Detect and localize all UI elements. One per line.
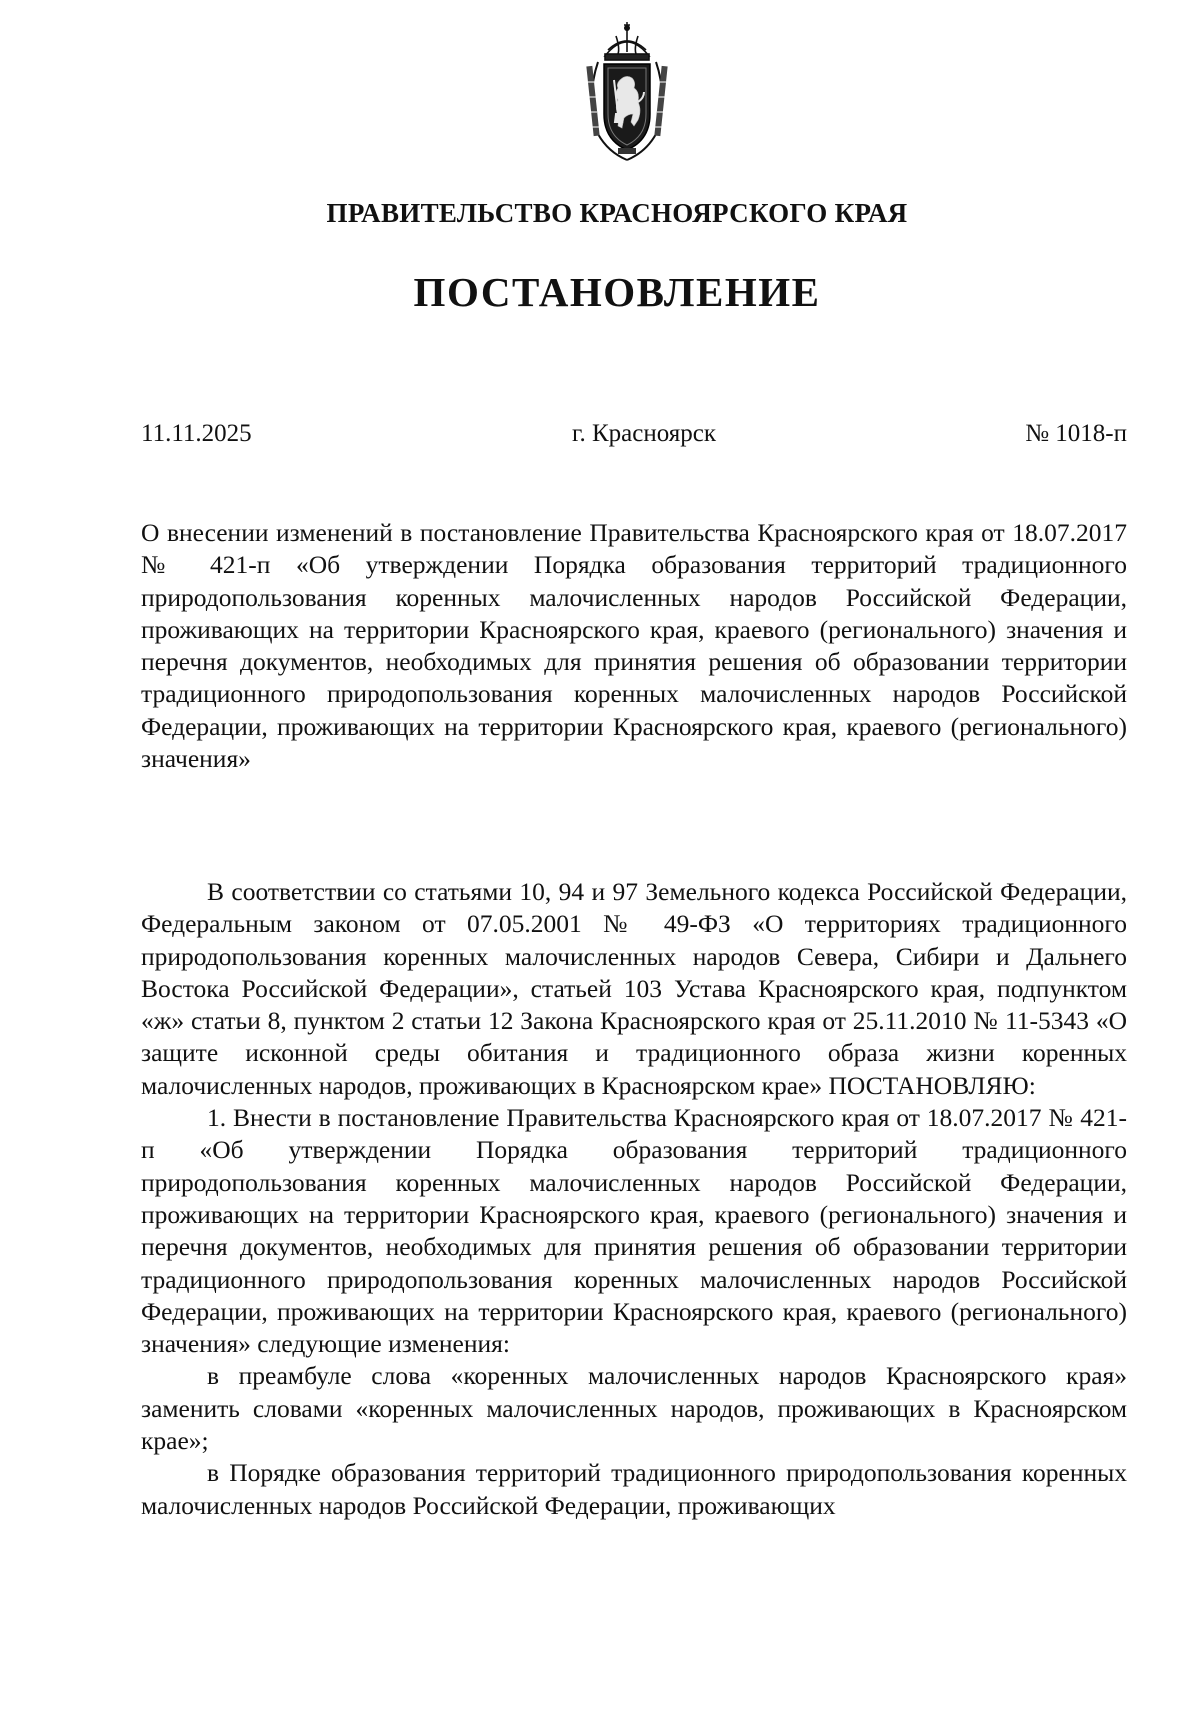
change-1-paragraph: в преамбуле слова «коренных малочисленных народов Красноярского края» заменить словами «коренных малочисленных народов, проживающих в Красноярском крае»; bbox=[141, 1361, 1127, 1456]
government-name: ПРАВИТЕЛЬСТВО КРАСНОЯРСКОГО КРАЯ bbox=[326, 198, 908, 228]
change-2-paragraph: в Порядке образования территорий традиционного природопользования коренных малочисленных народов Российской Федерации, проживающих bbox=[141, 1458, 1127, 1520]
document-city: г. Красноярск bbox=[572, 420, 716, 447]
item-1-paragraph: 1. Внести в постановление Правительства Красноярского края от 18.07.2017 № 421-п «Об утверждении Порядка образования территорий традиционного природопользования коренных малочисленных народов Российской Федерации, проживающих на территории Красноярского края, краевого (регионального) значения и перечня документов, необходимых для принятия решения об образовании территории традиционного природопользования коренных малочисленных народов Российской Федерации, проживающих на территории Красноярского края, краевого (регионального) значения» следующие изменения: bbox=[141, 1103, 1127, 1359]
document-body bbox=[141, 876, 1127, 1522]
coat-of-arms-icon bbox=[568, 22, 686, 162]
document-meta-line bbox=[141, 420, 1127, 454]
document-title: О внесении изменений в постановление Правительства Красноярского края от 18.07.2017 № 421-п «Об утверждении Порядка образования территорий традиционного природопользования коренных малочисленных народов Российской Федерации, проживающих на территории Красноярского края, краевого (регионального) значения и перечня документов, необходимых для принятия решения об образовании территории традиционного природопользования коренных малочисленных народов Российской Федерации, проживающих на территории Красноярского края, краевого (регионального) значения» bbox=[141, 518, 1127, 774]
document-number: № 1018-п bbox=[1025, 420, 1127, 447]
document-date: 11.11.2025 bbox=[141, 420, 252, 447]
preamble-paragraph: В соответствии со статьями 10, 94 и 97 Земельного кодекса Российской Федерации, Федеральным законом от 07.05.2001 № 49-ФЗ «О территориях традиционного природопользования коренных малочисленных народов Севера, Сибири и Дальнего Востока Российской Федерации», статьей 103 Устава Красноярского края, подпунктом «ж» статьи 8, пунктом 2 статьи 12 Закона Красноярского края от 25.11.2010 № 11-5343 «О защите исконной среды обитания и традиционного образа жизни коренных малочисленных народов, проживающих в Красноярском крае» ПОСТАНОВЛЯЮ: bbox=[141, 877, 1127, 1100]
document-type: ПОСТАНОВЛЕНИЕ bbox=[413, 269, 821, 315]
